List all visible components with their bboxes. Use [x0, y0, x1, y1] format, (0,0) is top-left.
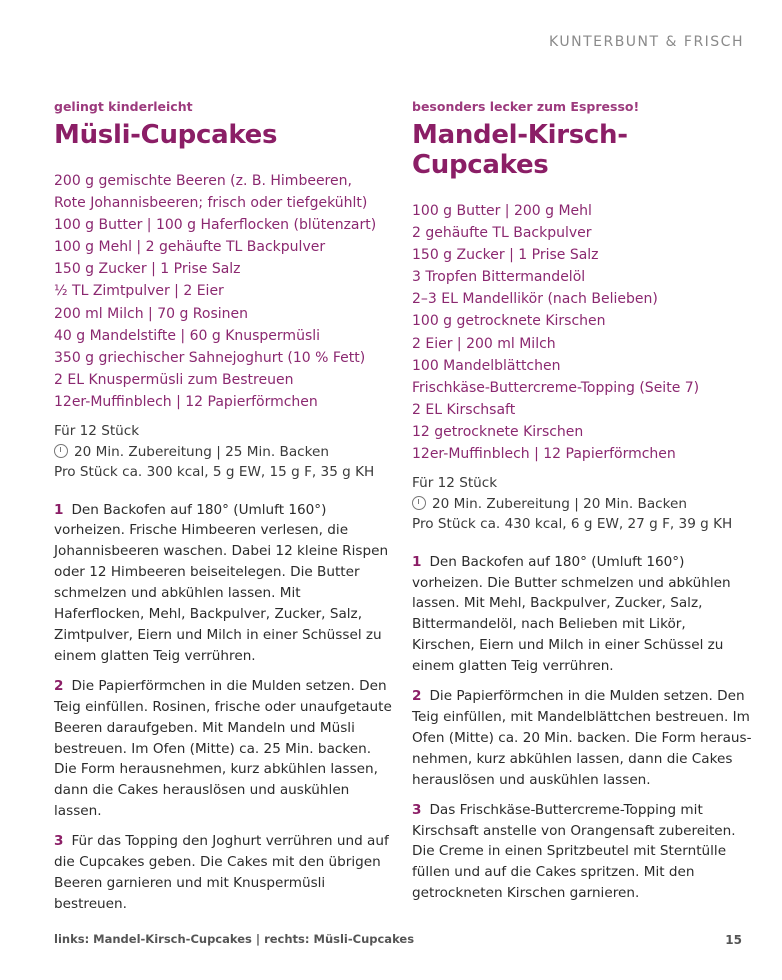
ingredient-item: 100 g Mehl | 2 gehäufte TL Backpulver [54, 239, 326, 256]
recipe-mandel-kirsch-cupcakes [412, 99, 752, 913]
ingredient-item: 2–3 EL Mandellikör (nach Belieben) [412, 291, 658, 308]
prep-time [412, 494, 752, 515]
prep-time-text: 20 Min. Zubereitung | 25 Min. Backen [74, 443, 330, 460]
ingredients-list [54, 170, 394, 413]
recipe-meta [412, 473, 752, 535]
ingredient-item: 2 Eier | 200 ml Milch [412, 335, 556, 352]
step [412, 800, 752, 905]
ingredient-item: 2 gehäufte TL Backpulver [412, 225, 592, 242]
ingredient-item: 150 g Zucker | 1 Prise Salz [54, 261, 241, 278]
ingredient-item: 12er-Muffinblech | 12 Papierförmchen [54, 393, 318, 410]
ingredient-item: 200 g gemischte Beeren (z. B. Himbeeren, [54, 173, 352, 189]
ingredient-item: 100 Mandelblättchen [412, 357, 561, 374]
ingredient-item: 100 g Butter | 200 g Mehl [412, 203, 592, 219]
clock-icon [54, 444, 68, 458]
recipe-title: Müsli-Cupcakes [54, 120, 278, 150]
ingredient-item: 350 g griechischer Sahnejoghurt (10 % Fett) [54, 349, 366, 366]
step [54, 831, 394, 915]
ingredients-list [412, 200, 752, 465]
step [54, 500, 394, 667]
ingredient-item: 12er-Muffinblech | 12 Papierförmchen [412, 446, 676, 463]
step-text: Das Frischkäse-Buttercreme-Topping mit Kirschsaft anstelle von Orangensaft zubereiten. Die Creme in einen Spritzbeutel mit Sterntülle füllen und auf die Cakes spritzen. Mit den getrockneten Kirschen garnieren. [412, 801, 736, 902]
recipe-meta [54, 421, 394, 483]
ingredient-item: 100 g getrocknete Kirschen [412, 313, 606, 330]
step-text: Den Backofen auf 180° (Umluft 160°) vorheizen. Frische Himbeeren verlesen, die Johannisbeeren waschen. Dabei 12 kleine Rispen oder 12 Himbeeren beiseitelegen. Die Butter schmelzen und abkühlen lassen. Mit Haferflocken, Mehl, Backpulver, Zucker, Salz, Zimtpulver, Eiern und Milch in einer Schüssel zu einem glatten Teig verrühren. [54, 501, 389, 664]
step [54, 676, 394, 822]
instructions [54, 500, 394, 915]
step-number: 1 [54, 501, 64, 518]
step-text: Für das Topping den Joghurt verrühren und auf die Cupcakes geben. Die Cakes mit den übrigen Beeren garnieren und mit Knuspermüsli bestreuen. [54, 833, 389, 912]
page-number: 15 [725, 933, 742, 947]
ingredient-item: 200 ml Milch | 70 g Rosinen [54, 305, 249, 322]
nutrition-info: Pro Stück ca. 430 kcal, 6 g EW, 27 g F, 39 g KH [412, 516, 733, 533]
recipe-tagline: gelingt kinderleicht [54, 99, 193, 114]
recipe-tagline: besonders lecker zum Espresso! [412, 99, 640, 114]
step [412, 552, 752, 677]
photo-caption: links: Mandel-Kirsch-Cupcakes | rechts: Müsli-Cupcakes [54, 932, 415, 946]
ingredient-item: 2 EL Knuspermüsli zum Bestreuen [54, 371, 294, 388]
step-number: 1 [412, 553, 422, 570]
step-number: 3 [412, 801, 422, 818]
step-text: Den Backofen auf 180° (Umluft 160°) vorheizen. Die Butter schmelzen und abkühlen lassen. Mit Mehl, Backpulver, Zucker, Salz, Bittermandelöl, nach Belieben mit Likör, Kirschen, Eiern und Milch in einer Schüssel zu einem glatten Teig verrühren. [412, 553, 731, 675]
ingredient-item: 3 Tropfen Bittermandelöl [412, 269, 586, 286]
prep-time-text: 20 Min. Zubereitung | 20 Min. Backen [432, 495, 688, 512]
recipe-title: Mandel-Kirsch-Cupcakes [412, 120, 628, 180]
step-text: Die Papierförmchen in die Mulden setzen. Den Teig einfüllen. Rosinen, frische oder unaufgetaute Beeren daraufgeben. Mit Mandeln und Müsli bestreuen. Im Ofen (Mitte) ca. 25 Min. backen. Die Form herausnehmen, kurz abkühlen lassen, dann die Cakes herauslösen und auskühlen lassen. [54, 677, 392, 820]
ingredient-item: 40 g Mandelstifte | 60 g Knuspermüsli [54, 327, 321, 344]
step-number: 3 [54, 833, 64, 850]
clock-icon [412, 496, 426, 510]
instructions [412, 552, 752, 905]
ingredient-item: ½ TL Zimtpulver | 2 Eier [54, 283, 224, 300]
ingredient-item: 100 g Butter | 100 g Haferflocken (blütenzart) [54, 217, 377, 234]
ingredient-item: Frischkäse-Buttercreme-Topping (Seite 7) [412, 379, 700, 396]
step-text: Die Papierförmchen in die Mulden setzen. Den Teig einfüllen, mit Mandelblättchen bestreuen. Im Ofen (Mitte) ca. 20 Min. backen. Die Form herausnehmen, kurz abkühlen lassen, dann die Cakes herauslösen und auskühlen lassen. [412, 688, 752, 788]
step [412, 686, 752, 791]
ingredient-item: 2 EL Kirschsaft [412, 401, 516, 418]
ingredient-item: Rote Johannisbeeren; frisch oder tiefgekühlt) [54, 195, 368, 212]
ingredient-item: 12 getrocknete Kirschen [412, 423, 584, 440]
prep-time [54, 442, 394, 463]
step-number: 2 [54, 677, 64, 694]
section-header: KUNTERBUNT & FRISCH [549, 34, 744, 50]
step-number: 2 [412, 688, 422, 705]
yield: Für 12 Stück [412, 475, 498, 492]
nutrition-info: Pro Stück ca. 300 kcal, 5 g EW, 15 g F, 35 g KH [54, 464, 375, 481]
recipe-muesli-cupcakes [54, 99, 394, 924]
yield: Für 12 Stück [54, 423, 140, 440]
ingredient-item: 150 g Zucker | 1 Prise Salz [412, 247, 599, 264]
